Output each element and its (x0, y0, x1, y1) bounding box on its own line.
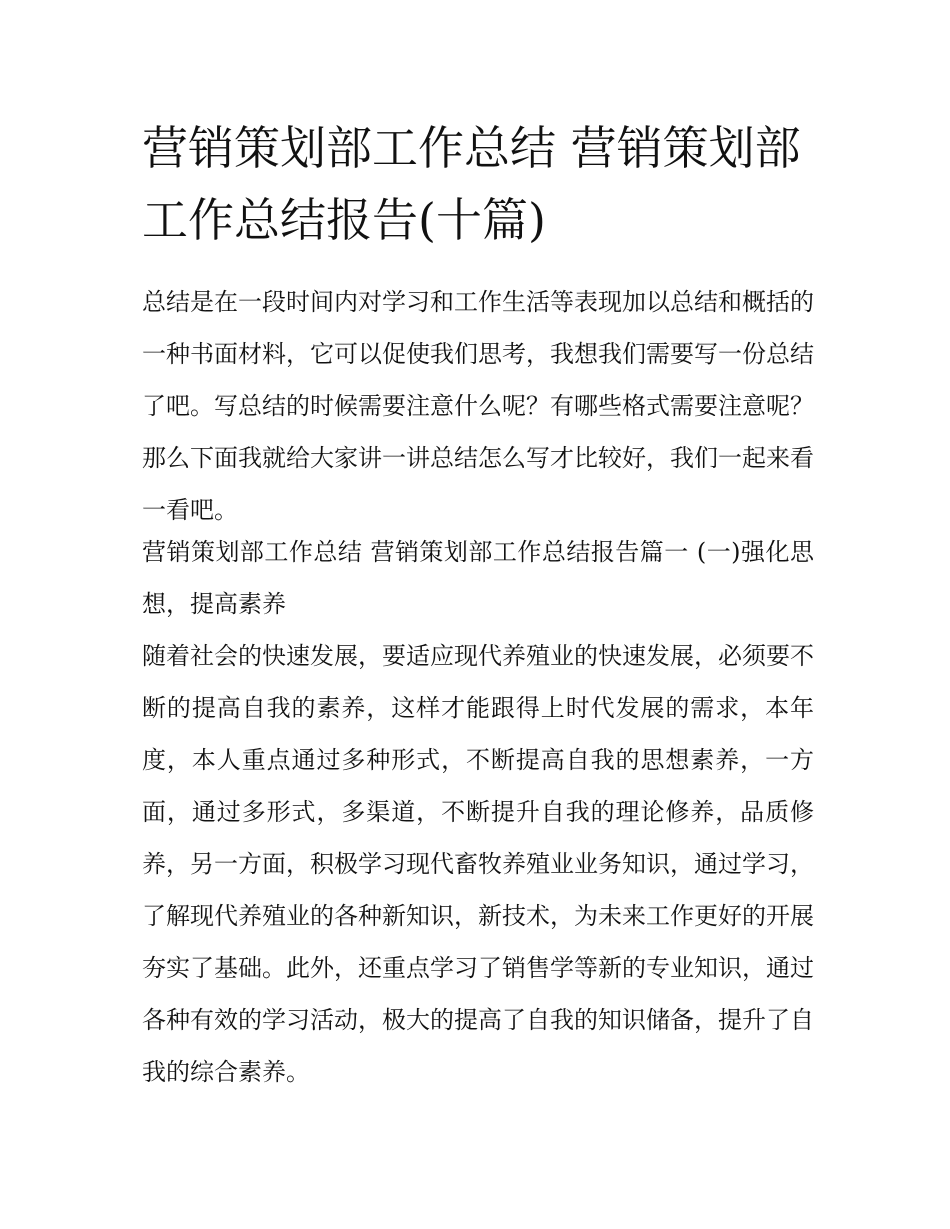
document-title: 营销策划部工作总结 营销策划部工作总结报告(十篇) (142, 121, 801, 247)
section-heading: 营销策划部工作总结 营销策划部工作总结报告篇一 (一)强化思想，提高素养 (142, 538, 814, 618)
body-paragraph: 随着社会的快速发展，要适应现代养殖业的快速发展，必须要不断的提高自我的素养，这样才能跟得上时代发展的需求，本年度，本人重点通过多种形式，不断提高自我的思想素养，一方面，通过多形式，多渠道，不断提升自我的理论修养，品质修养，另一方面，积极学习现代畜牧养殖业业务知识，通过学习，了解现代养殖业的各种新知识，新技术，为未来工作更好的开展夯实了基础。此外，还重点学习了销售学等新的专业知识，通过各种有效的学习活动，极大的提高了自我的知识储备，提升了自我的综合素养。 (142, 642, 814, 1086)
intro-paragraph: 总结是在一段时间内对学习和工作生活等表现加以总结和概括的一种书面材料，它可以促使我们思考，我想我们需要写一份总结了吧。写总结的时候需要注意什么呢？有哪些格式需要注意呢？那么下面我就给大家讲一讲总结怎么写才比较好，我们一起来看一看吧。 (142, 288, 814, 524)
